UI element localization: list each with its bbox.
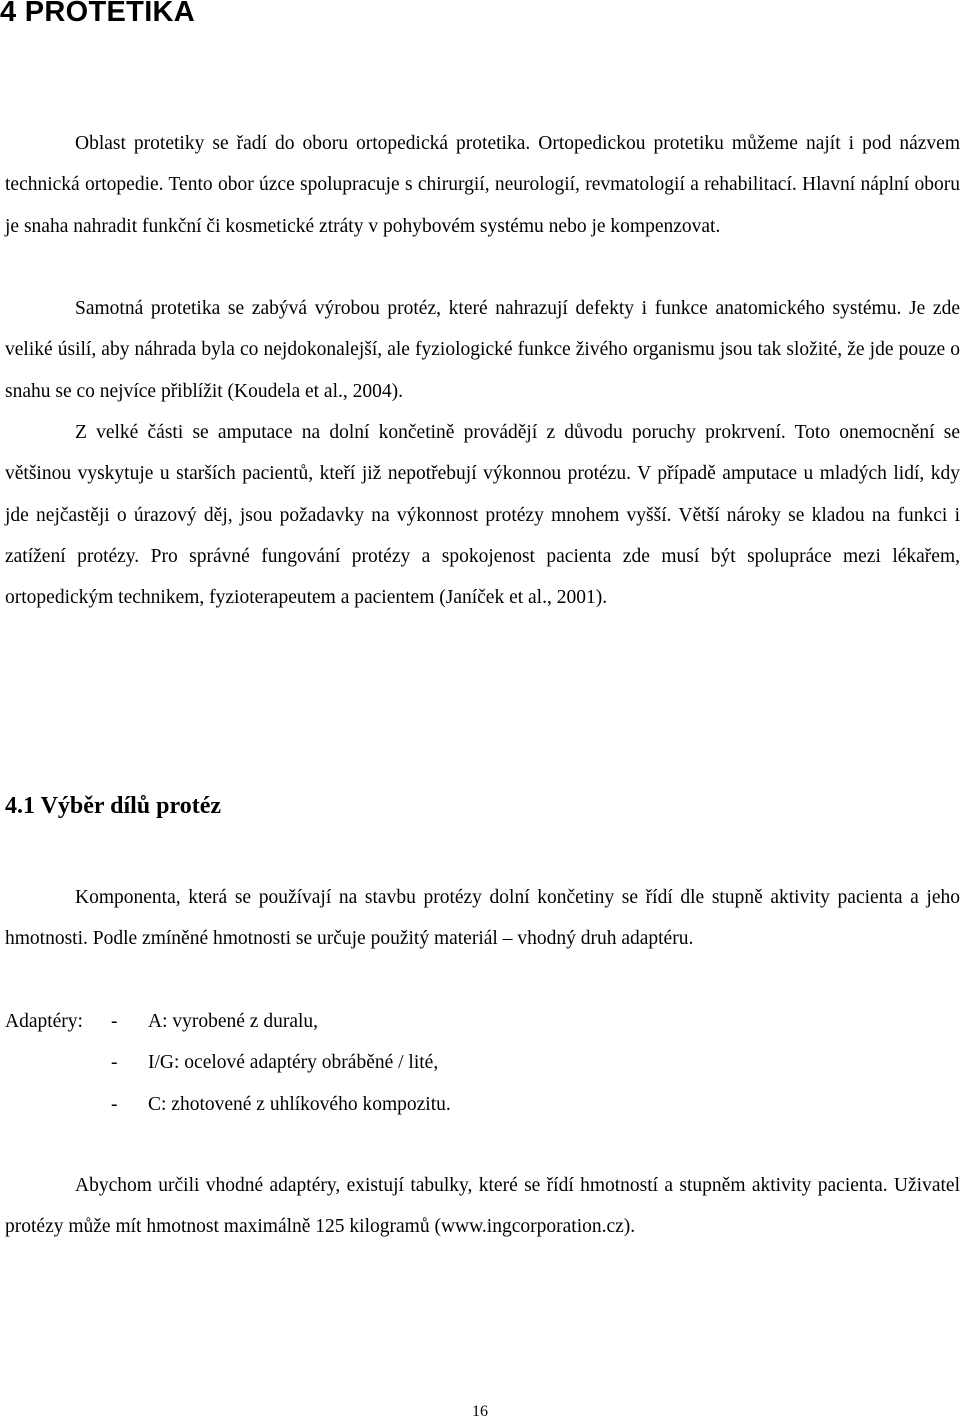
paragraph-komponenta: Komponenta, která se používají na stavbu protézy dolní končetiny se řídí dle stupně aktivity pacienta a jeho hmotnosti. Podle zmíněné hmotnosti se určuje použitý materiál – vhodný druh adaptéru.	[5, 887, 960, 950]
list-item	[5, 1001, 905, 1042]
list-item-text: I/G: ocelové adaptéry obráběné / lité,	[148, 1052, 439, 1074]
paragraph-protetika: Samotná protetika se zabývá výrobou protéz, které nahrazují defekty i funkce anatomického systému. Je zde veliké úsilí, aby náhrada byla co nejdokonalejší, ale fyziologické funkce živého organismu jsou tak složité, že jde pouze o snahu se co nejvíce přiblížit (Koudela et al., 2004).	[5, 298, 960, 402]
adapter-list-label: Adaptéry:	[5, 1011, 83, 1032]
list-dash: -	[111, 1052, 118, 1074]
adapter-list	[5, 1001, 905, 1125]
paragraph-intro: Oblast protetiky se řadí do oboru ortopedická protetika. Ortopedickou protetiku můžeme najít i pod názvem technická ortopedie. Tento obor úzce spolupracuje s chirurgií, neurologií, revmatologií a rehabilitací. Hlavní náplní oboru je snaha nahradit funkční či kosmetické ztráty v pohybovém systému nebo je kompenzovat.	[5, 133, 960, 237]
chapter-heading: 4 PROTETIKA	[0, 0, 196, 28]
paragraph-tabulky: Abychom určili vhodné adaptéry, existují tabulky, které se řídí hmotností a stupněm aktivity pacienta. Uživatel protézy může mít hmotnost maximálně 125 kilogramů (www.ingcorporation.cz).	[5, 1175, 960, 1238]
list-item	[5, 1042, 905, 1083]
paragraph-amputace: Z velké části se amputace na dolní končetině provádějí z důvodu poruchy prokrvení. Toto onemocnění se většinou vyskytuje u starších pacientů, kteří již nepotřebují výkonnou protézu. V případě amputace u mladých lidí, kdy jde nejčastěji o úrazový děj, jsou požadavky na výkonnost protézy mnohem vyšší. Větší nároky se kladou na funkci i zatížení protézy. Pro správné fungování protézy a spokojenost pacienta zde musí být spolupráce mezi lékařem, ortopedickým technikem, fyzioterapeutem a pacientem (Janíček et al., 2001).	[5, 422, 960, 609]
page-number: 16	[472, 1403, 488, 1420]
list-dash: -	[111, 1011, 118, 1032]
list-dash: -	[111, 1093, 118, 1115]
list-item-text: A: vyrobené z duralu,	[148, 1011, 319, 1032]
section-heading: 4.1 Výběr dílů protéz	[5, 793, 222, 819]
list-item-text: C: zhotovené z uhlíkového kompozitu.	[148, 1093, 451, 1115]
list-item	[5, 1084, 905, 1125]
